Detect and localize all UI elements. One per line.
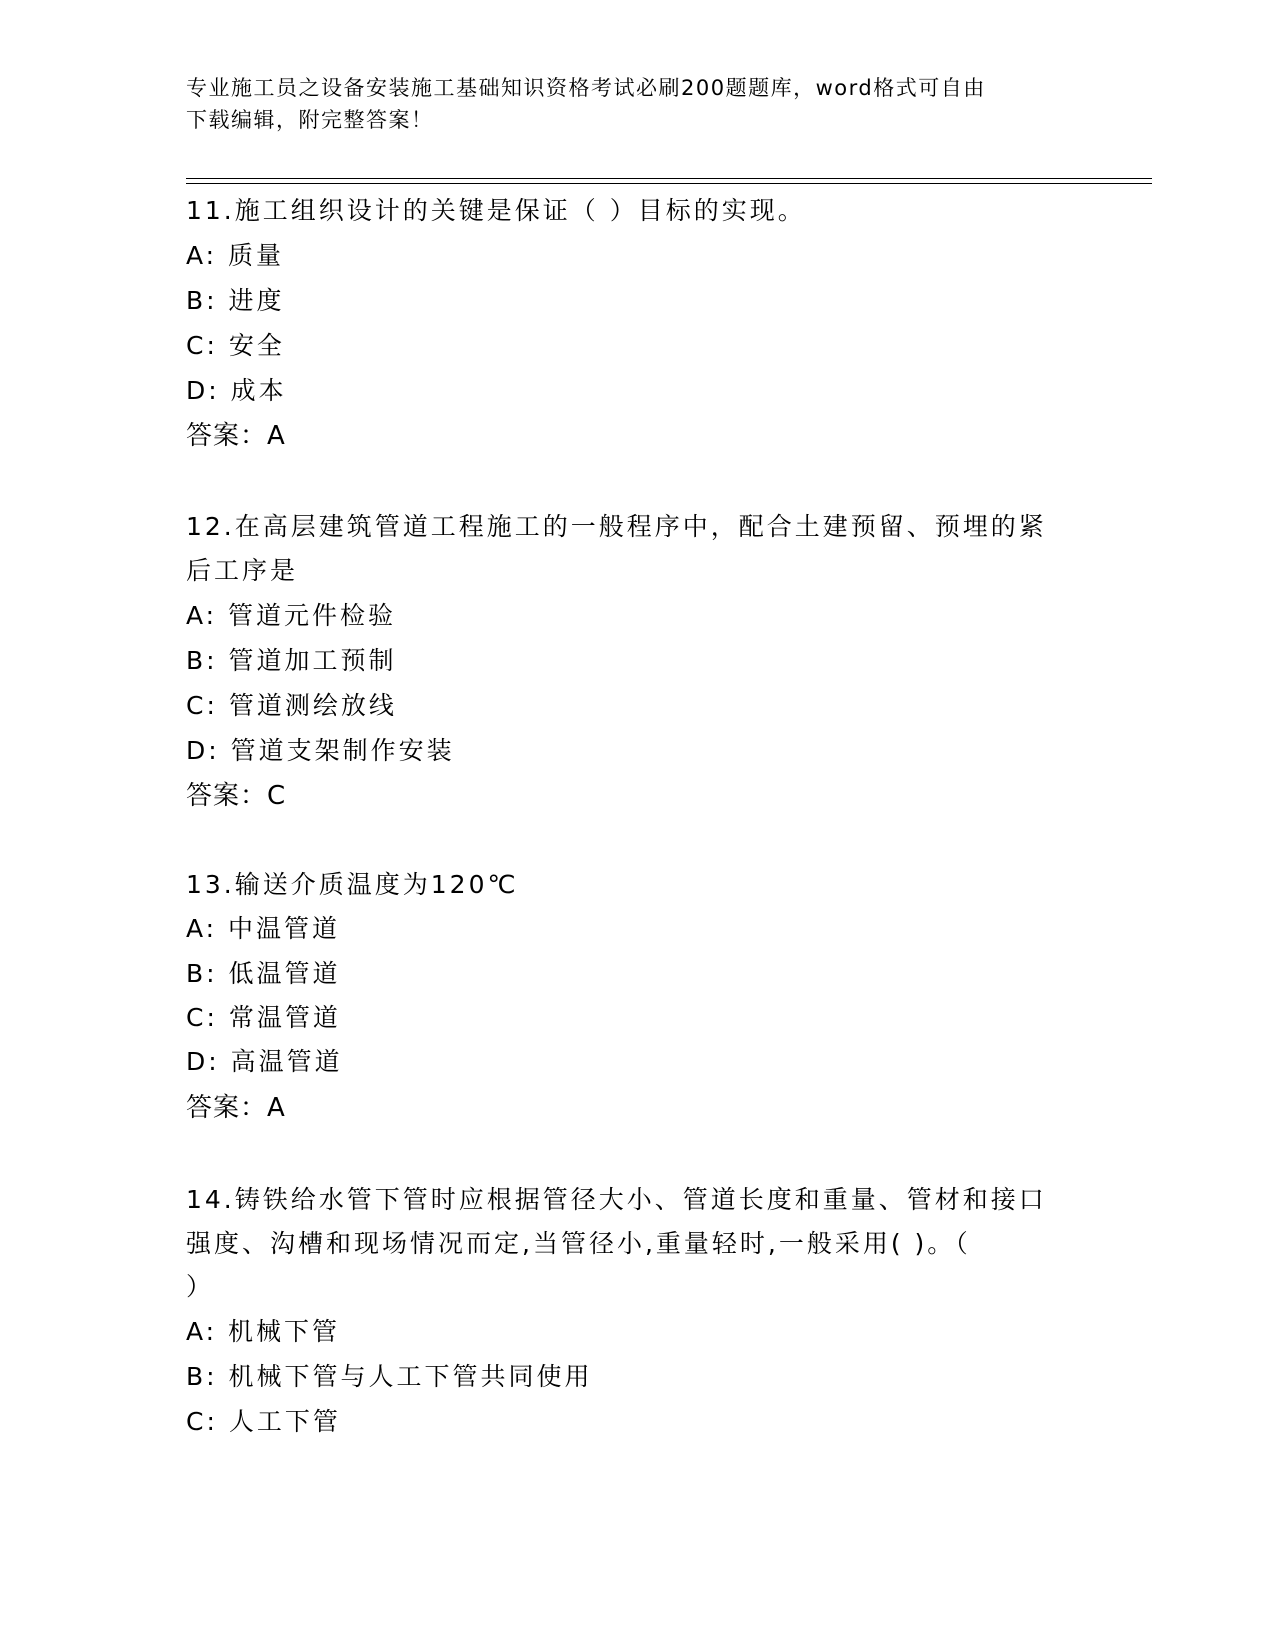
- question-13-stem: 13.输送介质温度为120℃: [186, 870, 519, 899]
- question-13-option-a: A: 中温管道: [186, 914, 341, 943]
- header-line-2: 下载编辑，附完整答案！: [186, 108, 434, 132]
- question-11-answer: 答案：A: [186, 421, 286, 451]
- header-rule-bottom: [186, 183, 1152, 184]
- question-12-option-b: B: 管道加工预制: [186, 646, 397, 675]
- question-11-option-a: A: 质量: [186, 241, 285, 270]
- document-header: [186, 72, 1066, 136]
- question-12-stem-line-1: 12.在高层建筑管道工程施工的一般程序中，配合土建预留、预埋的紧: [186, 512, 1047, 541]
- header-rule-top: [186, 178, 1152, 179]
- question-12-option-a: A: 管道元件检验: [186, 601, 397, 630]
- question-11-option-d: D: 成本: [186, 376, 287, 405]
- question-11-stem: 11.施工组织设计的关键是保证（ ）目标的实现。: [186, 196, 806, 225]
- question-14-option-b: B: 机械下管与人工下管共同使用: [186, 1362, 593, 1391]
- question-14-option-a: A: 机械下管: [186, 1317, 341, 1346]
- question-14-option-c: C: 人工下管: [186, 1407, 341, 1436]
- question-13-option-d: D: 高温管道: [186, 1047, 343, 1076]
- question-12-option-c: C: 管道测绘放线: [186, 691, 397, 720]
- question-13-option-c: C: 常温管道: [186, 1003, 341, 1032]
- question-13-option-b: B: 低温管道: [186, 959, 341, 988]
- question-14-stem-line-3: ）: [186, 1272, 215, 1301]
- header-line-1: 专业施工员之设备安装施工基础知识资格考试必刷200题题库，word格式可自由: [186, 76, 986, 100]
- question-12-answer: 答案：C: [186, 781, 287, 811]
- question-12-stem-line-2: 后工序是: [186, 556, 299, 585]
- question-14-stem-line-1: 14.铸铁给水管下管时应根据管径大小、管道长度和重量、管材和接口: [186, 1185, 1047, 1214]
- question-11-option-b: B: 进度: [186, 286, 285, 315]
- question-13-answer: 答案：A: [186, 1093, 286, 1123]
- question-11-option-c: C: 安全: [186, 331, 285, 360]
- question-14-stem-line-2: 强度、沟槽和现场情况而定,当管径小,重量轻时,一般采用( )。（: [186, 1229, 971, 1258]
- question-12-option-d: D: 管道支架制作安装: [186, 736, 455, 765]
